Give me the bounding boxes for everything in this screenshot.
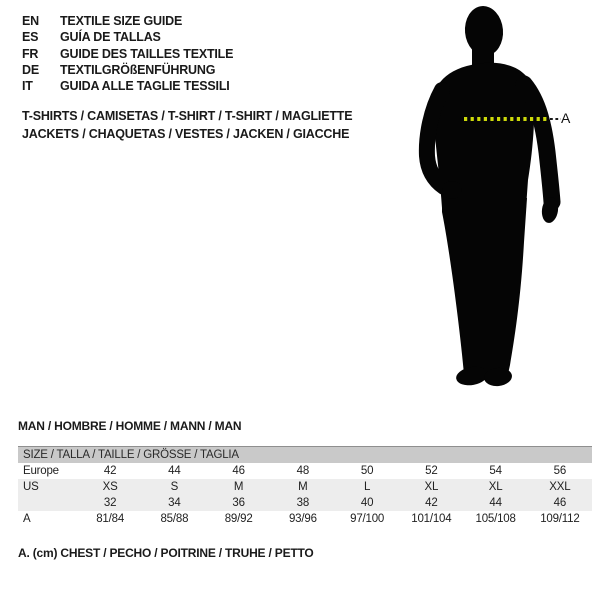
language-label: GUIDA ALLE TAGLIE TESSILI <box>60 79 230 94</box>
table-cell: S <box>142 479 206 495</box>
table-cell: 85/88 <box>160 513 189 525</box>
language-label: GUIDE DES TAILLES TEXTILE <box>60 46 234 61</box>
language-label: TEXTILE SIZE GUIDE <box>60 14 183 28</box>
table-row-us <box>18 479 592 495</box>
table-cell: XL <box>399 479 463 495</box>
language-legend <box>22 13 233 94</box>
table-cell: L <box>335 479 399 495</box>
language-label: GUÍA DE TALLAS <box>60 30 161 45</box>
table-cell: 32 <box>78 495 142 511</box>
table-cell: 42 <box>103 465 117 477</box>
row-label <box>18 495 78 511</box>
section-title: MAN / HOMBRE / HOMME / MANN / MAN <box>18 419 242 433</box>
size-table-header: SIZE / TALLA / TAILLE / GRÖSSE / TAGLIA <box>18 447 592 464</box>
row-label: A <box>23 513 31 525</box>
man-silhouette <box>400 0 600 400</box>
table-cell: XL <box>464 479 528 495</box>
language-code: IT <box>22 79 33 94</box>
measure-label-a: A <box>561 110 571 126</box>
table-cell: XS <box>78 479 142 495</box>
row-label: Europe <box>23 465 59 477</box>
table-cell: 97/100 <box>350 513 385 525</box>
table-cell: 52 <box>425 465 438 477</box>
table-cell: 101/104 <box>411 513 452 525</box>
table-cell: 109/112 <box>540 513 580 525</box>
table-cell: 34 <box>142 495 206 511</box>
table-cell: 54 <box>489 465 502 477</box>
table-cell: 56 <box>553 465 567 477</box>
table-cell: XXL <box>528 479 592 495</box>
language-row-fr <box>22 46 233 62</box>
table-cell: 81/84 <box>96 513 125 525</box>
table-cell: M <box>271 479 335 495</box>
language-row-en <box>22 13 233 29</box>
table-cell: 36 <box>207 495 271 511</box>
language-row-de <box>22 62 233 78</box>
table-cell: 44 <box>168 465 181 477</box>
table-cell: 38 <box>271 495 335 511</box>
table-cell: 105/108 <box>475 513 516 525</box>
row-label: US <box>18 479 78 495</box>
category-jackets: JACKETS / CHAQUETAS / VESTES / JACKEN / GIACCHE <box>22 126 350 141</box>
language-row-it <box>22 78 233 94</box>
measurement-figure <box>400 0 600 400</box>
category-tshirts: T-SHIRTS / CAMISETAS / T-SHIRT / T-SHIRT / MAGLIETTE <box>22 109 353 123</box>
size-table <box>18 446 592 527</box>
table-cell: M <box>207 479 271 495</box>
table-cell: 46 <box>232 465 245 477</box>
table-cell: 40 <box>335 495 399 511</box>
table-cell: 44 <box>464 495 528 511</box>
table-cell: 42 <box>399 495 463 511</box>
language-code: FR <box>22 46 39 61</box>
table-cell: 48 <box>296 465 310 477</box>
footnote-chest: A. (cm) CHEST / PECHO / POITRINE / TRUHE / PETTO <box>18 546 314 560</box>
garment-categories <box>22 108 352 143</box>
table-row-numeric <box>18 495 592 511</box>
size-table-header-row <box>18 447 592 464</box>
language-code: EN <box>22 14 39 28</box>
language-code: ES <box>22 30 39 45</box>
table-row-chest-a <box>18 511 592 527</box>
language-label: TEXTILGRÖßENFÜHRUNG <box>60 62 216 77</box>
language-row-es <box>22 29 233 45</box>
table-cell: 89/92 <box>224 513 253 525</box>
table-row-europe <box>18 463 592 479</box>
table-cell: 50 <box>360 465 374 477</box>
table-cell: 93/96 <box>288 513 317 525</box>
language-code: DE <box>22 62 39 77</box>
table-cell: 46 <box>528 495 592 511</box>
